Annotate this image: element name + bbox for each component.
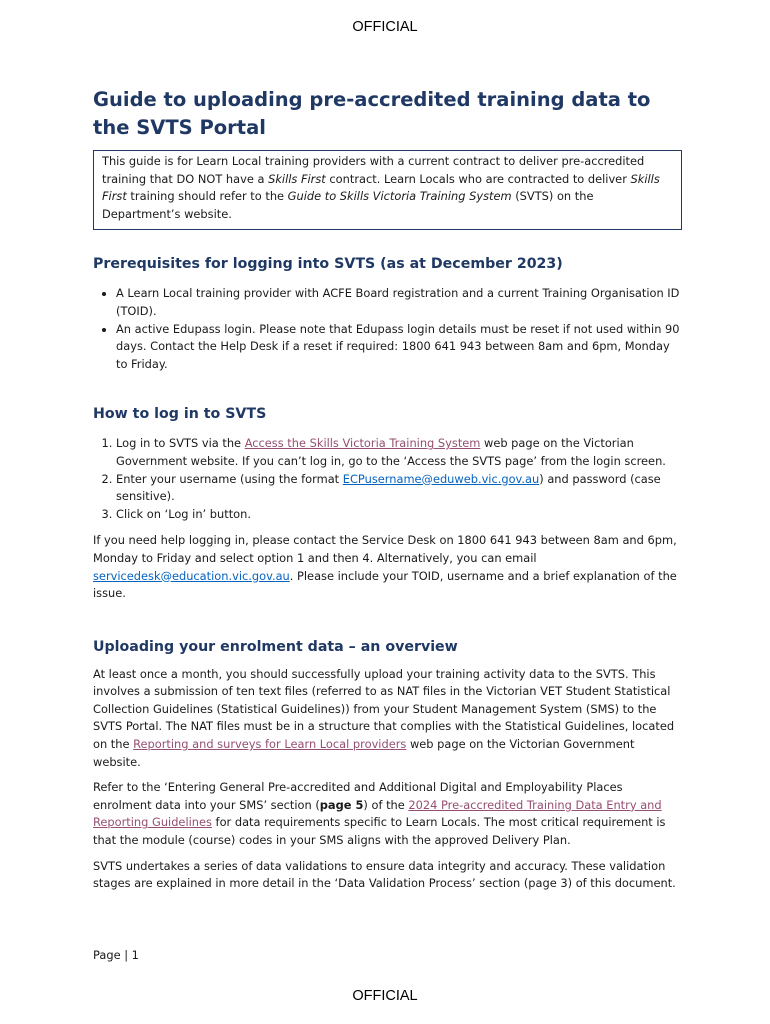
- upload-overview-heading: Uploading your enrolment data – an overview: [93, 638, 458, 655]
- skills-first-emphasis: Skills First: [102, 171, 660, 204]
- upload-paragraph-2: [93, 779, 683, 849]
- step-text: web page on the Victorian Government website. If you can’t log in, go to the ‘Access the SVTS page’ from the login screen.: [116, 436, 666, 468]
- login-heading: How to log in to SVTS: [93, 406, 267, 423]
- data-entry-guidelines-link[interactable]: 2024 Pre-accredited Training Data Entry and Reporting Guidelines: [93, 797, 662, 830]
- prerequisites-heading: Prerequisites for logging into SVTS (as at December 2023): [93, 256, 563, 273]
- guide-title-emphasis: Guide to Skills Victoria Training System: [287, 189, 512, 204]
- step-text: Enter your username (using the format: [116, 471, 343, 486]
- login-help-paragraph: [93, 532, 683, 602]
- prerequisite-item: • A Learn Local training provider with ACFE Board registration and a current Training Organisation ID (TOID).: [116, 285, 683, 320]
- login-step-2: [116, 471, 683, 506]
- intro-text: [102, 153, 673, 223]
- intro-text-part: contract. Learn Locals who are contracted to deliver: [325, 171, 631, 186]
- upload-paragraph-1: [93, 666, 683, 772]
- intro-text-part: (SVTS) on the Department’s website.: [102, 189, 594, 221]
- login-step-1: [116, 435, 683, 470]
- servicedesk-email-link[interactable]: servicedesk@education.vic.gov.au: [93, 568, 290, 583]
- intro-text-part: training should refer to the: [126, 189, 288, 204]
- paragraph-text: for data requirements specific to Learn Locals. The most critical requirement is that the module (course) codes in your SMS aligns with the approved Delivery Plan.: [93, 815, 666, 848]
- help-text: If you need help logging in, please contact the Service Desk on 1800 641 943 between 8am and 6pm, Monday to Friday and select option 1 and then 4. Alternatively, you can email: [93, 533, 677, 565]
- intro-text-part: This guide is for Learn Local training providers with a current contract to deliver pre-accredited training that DO NOT have a: [102, 154, 645, 186]
- page-reference-bold: page 5: [319, 797, 364, 812]
- security-marking-header: OFFICIAL: [352, 19, 418, 35]
- help-text: . Please include your TOID, username and a brief explanation of the issue.: [93, 568, 677, 601]
- prerequisites-list: [93, 285, 683, 373]
- access-svts-link[interactable]: Access the Skills Victoria Training System: [244, 436, 481, 451]
- step-text: Log in to SVTS via the: [116, 436, 245, 451]
- paragraph-text: Refer to the ‘Entering General Pre-accredited and Additional Digital and Employability Places enrolment data into your SMS’ section (: [93, 780, 623, 812]
- page-title: Guide to uploading pre-accredited training data to the SVTS Portal: [93, 88, 651, 139]
- intro-callout-box: [93, 150, 682, 230]
- prerequisite-item: • An active Edupass login. Please note that Edupass login details must be reset if not used within 90 days. Contact the Help Desk if a reset if required: 1800 641 943 between 8am and 6pm, Monday to Friday.: [116, 321, 683, 374]
- upload-paragraph-3: SVTS undertakes a series of data validations to ensure data integrity and accuracy. These validation stages are explained in more detail in the ‘Data Validation Process’ section (page 3) of this document.: [93, 858, 676, 891]
- login-steps-list: [93, 435, 683, 523]
- skills-first-emphasis: Skills First: [268, 171, 326, 186]
- step-text: ) and password (case sensitive).: [116, 471, 661, 504]
- page-number: Page | 1: [93, 948, 139, 962]
- reporting-surveys-link[interactable]: Reporting and surveys for Learn Local providers: [133, 737, 407, 752]
- document-body: [93, 86, 683, 893]
- paragraph-text: At least once a month, you should successfully upload your training activity data to the SVTS. This involves a submission of ten text files (referred to as NAT files in the Victorian VET Student Statistical Collection Guidelines (Statistical Guidelines)) from your Student Management System (SMS) to the SVTS Portal. The NAT files must be in a structure that complies with the Statistical Guidelines, located on the: [93, 666, 675, 752]
- username-format-link[interactable]: ECPusername@eduweb.vic.gov.au: [342, 471, 540, 486]
- paragraph-text: ) of the: [363, 797, 409, 812]
- login-step-3: 3. Click on ‘Log in’ button.: [116, 506, 683, 524]
- security-marking-footer: OFFICIAL: [352, 988, 418, 1004]
- paragraph-text: web page on the Victorian Government website.: [93, 737, 635, 769]
